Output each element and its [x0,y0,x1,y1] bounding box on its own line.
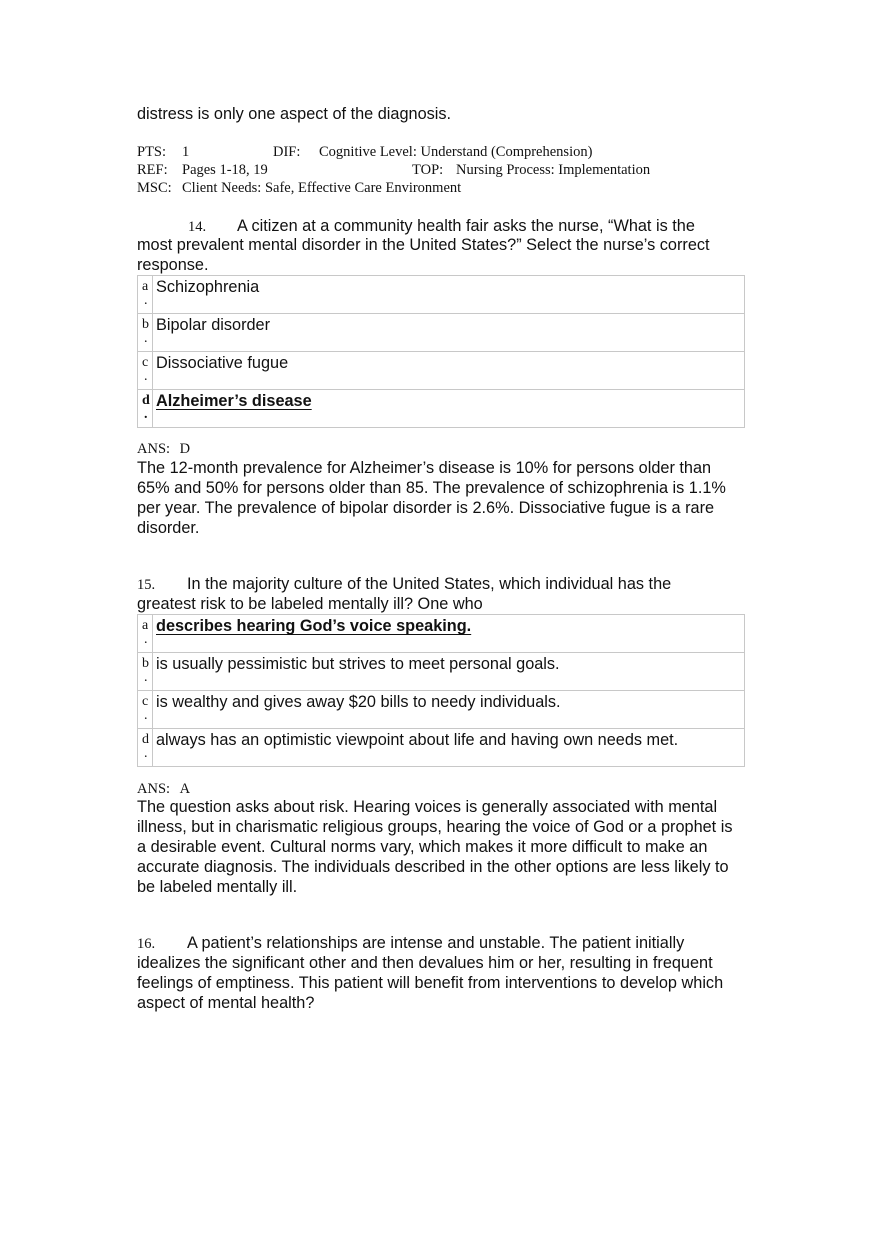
msc-value: Client Needs: Safe, Effective Care Environment [182,180,462,196]
option-d[interactable]: d . always has an optimistic viewpoint about life and having own needs met. [138,729,745,767]
question-stem-line1: A patient’s relationships are intense and unstable. The patient initially [187,934,685,952]
answer-line [137,440,190,458]
option-letter: a [142,618,149,633]
question-number: 14. [188,219,207,235]
option-letter: d [142,393,150,408]
top-label: TOP: [412,162,444,178]
option-letter: c [142,694,149,709]
option-text: is usually pessimistic but strives to meet personal goals. [153,653,745,691]
question-number: 15. [137,577,156,593]
option-letter: b [142,317,149,332]
ref-value: Pages 1-18, 19 [182,162,268,178]
option-b[interactable]: b . is usually pessimistic but strives to meet personal goals. [138,653,745,691]
option-a[interactable]: a . Schizophrenia [138,276,745,314]
option-text: is wealthy and gives away $20 bills to needy individuals. [153,691,745,729]
option-c[interactable]: c . Dissociative fugue [138,352,745,390]
question-stem-line1: A citizen at a community health fair asks the nurse, “What is the [237,217,695,235]
option-b[interactable]: b . Bipolar disorder [138,314,745,352]
intro-text: distress is only one aspect of the diagnosis. [137,105,452,123]
answer-options-table [137,275,745,428]
answer-value: D [179,441,191,457]
option-text: Bipolar disorder [153,314,745,352]
top-value: Nursing Process: Implementation [456,162,651,178]
answer-options-table [137,614,745,767]
question-stem: most prevalent mental disorder in the United States?” Select the nurse’s correct response. [137,236,710,274]
dif-value: Cognitive Level: Understand (Comprehension) [319,144,593,160]
question-stem-line1: In the majority culture of the United States, which individual has the [187,575,672,593]
correct-option-text: Alzheimer’s disease [156,392,312,410]
answer-label: ANS: [137,441,171,457]
rationale: The question asks about risk. Hearing voices is generally associated with mental illness, but in charismatic religious groups, hearing the voice of God or a prophet is a desirable event. Cultural norms vary, which makes it more difficult to make an accurate diagnosis. The individuals described in the other options are less likely to be labeled mentally ill. [137,798,733,896]
option-letter: d [142,732,149,747]
pts-label: PTS: [137,144,167,160]
ref-label: REF: [137,162,168,178]
dif-label: DIF: [273,144,301,160]
option-a-correct[interactable]: a . describes hearing God’s voice speaking. [138,615,745,653]
answer-value: A [179,781,191,797]
option-d-correct[interactable]: d . Alzheimer’s disease [138,390,745,428]
correct-option-text: describes hearing God’s voice speaking. [156,617,472,635]
answer-label: ANS: [137,781,171,797]
question-stem: idealizes the significant other and then devalues him or her, resulting in frequent feelings of emptiness. This patient will benefit from interventions to develop which aspect of mental health? [137,954,724,1012]
option-letter: c [142,355,149,370]
msc-label: MSC: [137,180,172,196]
option-text: Schizophrenia [153,276,745,314]
question-number: 16. [137,936,156,952]
pts-value: 1 [182,144,190,160]
option-letter: a [142,279,149,294]
option-letter: b [142,656,149,671]
option-c[interactable]: c . is wealthy and gives away $20 bills to needy individuals. [138,691,745,729]
question-stem: greatest risk to be labeled mentally ill? One who [137,595,483,613]
answer-line [137,780,190,798]
option-text: always has an optimistic viewpoint about life and having own needs met. [153,729,745,767]
rationale: The 12-month prevalence for Alzheimer’s disease is 10% for persons older than 65% and 50% for persons older than 85. The prevalence of schizophrenia is 1.1% per year. The prevalence of bipolar disorder is 2.6%. Dissociative fugue is a rare disorder. [137,459,726,537]
option-text: Dissociative fugue [153,352,745,390]
